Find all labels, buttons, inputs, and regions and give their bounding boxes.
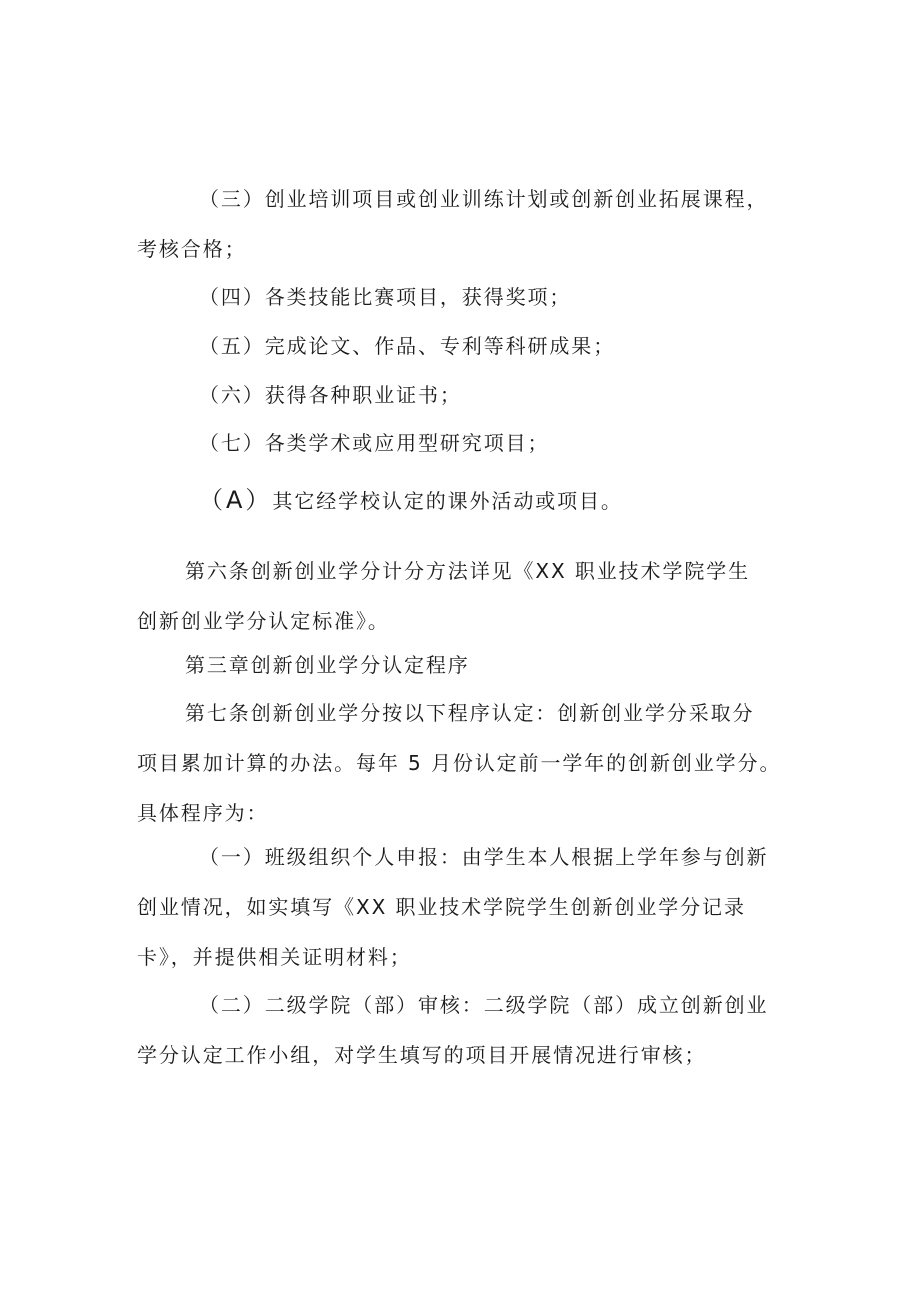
item-3-line-2: 考核合格；: [137, 237, 247, 261]
chapter-3-title: 第三章创新创业学分认定程序: [185, 653, 470, 677]
item-6-paragraph: （六）获得各种职业证书；: [199, 383, 462, 407]
item-5-paragraph: （五）完成论文、作品、专利等科研成果；: [199, 334, 616, 358]
article-6-paragraph: [137, 546, 750, 646]
item-3-line-1: （三）创业培训项目或创业训练计划或创新创业拓展课程，: [199, 187, 769, 211]
article-7-line-3: 具体程序为：: [137, 801, 269, 825]
item-8-mark: （A）: [199, 486, 273, 514]
item-4-paragraph: （四）各类技能比赛项目，获得奖项；: [199, 285, 572, 309]
article-7-line-2: 项目累加计算的办法。每年 5 月份认定前一学年的创新创业学分。: [137, 751, 782, 775]
step-2-line-2: 学分认定工作小组，对学生填写的项目开展情况进行审核；: [137, 1043, 707, 1067]
step-1-line-2: 创业情况，如实填写《XX 职业技术学院学生创新创业学分记录: [137, 895, 746, 919]
article-7-paragraph: [137, 688, 781, 838]
step-2-paragraph: [137, 980, 768, 1080]
item-8-paragraph: [199, 475, 623, 526]
item-8-text: 其它经学校认定的课外活动或项目。: [272, 489, 623, 513]
item-3-paragraph: [137, 174, 817, 274]
step-2-line-1: （二）二级学院（部）审核：二级学院（部）成立创新创业: [199, 993, 769, 1017]
article-6-line-2: 创新创业学分认定标准》。: [137, 609, 390, 633]
step-1-line-1: （一）班级组织个人申报：由学生本人根据上学年参与创新: [199, 845, 769, 869]
article-6-line-1: 第六条创新创业学分计分方法详见《XX 职业技术学院学生: [185, 559, 751, 583]
article-7-line-1: 第七条创新创业学分按以下程序认定：创新创业学分采取分: [185, 701, 755, 725]
item-7-paragraph: （七）各类学术或应用型研究项目；: [199, 431, 550, 455]
step-1-paragraph: [137, 832, 768, 982]
step-1-line-3: 卡》，并提供相关证明材料；: [137, 945, 412, 969]
